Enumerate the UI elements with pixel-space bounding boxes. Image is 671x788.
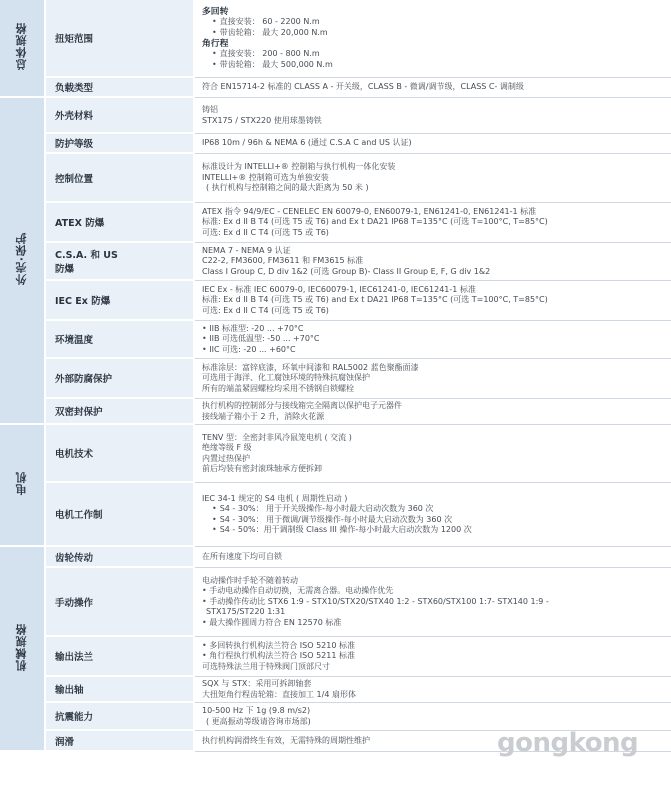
row-content	[195, 483, 671, 547]
bullet-item: • S4 - 30%： 用于开关级操作-每小时最大启动次数为 360 次	[202, 504, 667, 515]
content-line: 在所有速度下均可自锁	[202, 551, 282, 561]
spec-row	[0, 568, 671, 637]
row-content	[195, 203, 671, 243]
spec-row	[0, 134, 671, 154]
spec-row	[0, 154, 671, 203]
row-label: 扭矩范围	[46, 0, 195, 78]
content-line: ATEX 指令 94/9/EC - CENELEC EN 60079-0, EN60079-1, EN61241-0, EN61241-1 标准	[202, 206, 537, 216]
content-line: • 最大操作圆周力符合 EN 12570 标准	[202, 618, 342, 628]
content-line: C22-2, FM3600, FM3611 和 FM3615 标准	[202, 256, 364, 266]
row-content	[195, 399, 671, 425]
section-header	[0, 0, 46, 98]
spec-row	[0, 425, 671, 483]
row-content	[195, 243, 671, 281]
bullet-item: • 带齿轮箱： 最大 500,000 N.m	[202, 60, 667, 71]
row-content	[195, 321, 671, 359]
row-label: 抗震能力	[46, 703, 195, 731]
content-line: 可选: Ex d II C T4 (可选 T5 或 T6)	[202, 227, 329, 237]
section-header	[0, 425, 46, 547]
row-label: 电机技术	[46, 425, 195, 483]
row-content	[195, 359, 671, 399]
row-content	[195, 568, 671, 637]
row-content	[195, 637, 671, 677]
content-line: 符合 EN15714-2 标准的 CLASS A - 开关级，CLASS B - 微调/调节级，CLASS C- 调制级	[202, 82, 524, 92]
spec-row	[0, 203, 671, 243]
watermark: gongkong	[497, 728, 639, 758]
row-content	[195, 78, 671, 98]
row-label: 环境温度	[46, 321, 195, 359]
row-content	[195, 98, 671, 134]
row-label: 输出轴	[46, 677, 195, 703]
content-line: 标准: Ex d II B T4 (可选 T5 或 T6) and Ex t DA21 IP68 T=135°C (可选 T=100°C, T=85°C)	[202, 295, 548, 305]
row-content	[195, 547, 671, 568]
content-line: 执行机构的控制部分与接线箱完全隔离以保护电子元器件	[202, 401, 402, 410]
content-line: 标准: Ex d II B T4 (可选 T5 或 T6) and Ex t DA21 IP68 T=135°C (可选 T=100°C, T=85°C)	[202, 217, 548, 227]
content-line: SQX 与 STX：采用可拆卸轴套	[202, 679, 312, 689]
content-line: IP68 10m / 96h & NEMA 6 (通过 C.S.A C and US 认证)	[202, 138, 412, 148]
row-label: 润滑	[46, 731, 195, 752]
row-content	[195, 0, 671, 78]
content-line: • IIB 标准型: -20 ... +70°C	[202, 323, 304, 333]
row-content	[195, 281, 671, 321]
bullet-item: • S4 - 30%： 用于微调/调节级操作-每小时最大启动次数为 360 次	[202, 515, 667, 526]
row-content	[195, 677, 671, 703]
content-line: IEC 34-1 规定的 S4 电机 ( 周期性启动 )	[202, 493, 348, 503]
content-line: 电动操作时手轮不随着转动	[202, 575, 298, 585]
content-line: 大扭矩角行程齿轮箱：直接加工 1/4 扇形体	[202, 689, 356, 699]
content-line: ( 更高振动等级请咨询市场部)	[206, 716, 311, 726]
spec-row	[0, 78, 671, 98]
row-label: 外壳材料	[46, 98, 195, 134]
content-line: • IIB 可选低温型: -50 ... +70°C	[202, 334, 320, 344]
row-label: 手动操作	[46, 568, 195, 637]
row-label: 控制位置	[46, 154, 195, 203]
content-line: 所有的端盖紧固螺栓均采用不锈钢自锁螺栓	[202, 383, 354, 393]
spec-row	[0, 359, 671, 399]
content-line: 前后均装有密封滚珠轴承方便拆卸	[202, 464, 322, 474]
bullet-item: • 带齿轮箱： 最大 20,000 N.m	[202, 28, 667, 39]
content-line: • IIC 可选: -20 ... +60°C	[202, 344, 296, 354]
row-label: ATEX 防爆	[46, 203, 195, 243]
row-label: C.S.A. 和 US 防爆	[46, 243, 195, 281]
spec-row	[0, 483, 671, 547]
bullet-item: • S4 - 50%：用于调制级 Class III 操作-每小时最大启动次数为 1200 次	[202, 525, 667, 536]
row-label: 外部防腐保护	[46, 359, 195, 399]
row-label: 防护等级	[46, 134, 195, 154]
content-line: STX175/ST220 1:31	[206, 607, 286, 617]
row-label: 输出法兰	[46, 637, 195, 677]
section-header	[0, 547, 46, 752]
spec-row	[0, 281, 671, 321]
content-line: • 角行程执行机构法兰符合 ISO 5211 标准	[202, 651, 355, 661]
content-line: TENV 型：全密封非风冷鼠笼电机 ( 交流 )	[202, 432, 352, 442]
row-label: IEC Ex 防爆	[46, 281, 195, 321]
section-title: 外壳·保护	[15, 232, 28, 286]
content-line: 可选用于海洋、化工腐蚀环境的特殊抗腐蚀保护	[202, 373, 370, 383]
content-line: 绝缘等级 F 级	[202, 443, 252, 453]
content-line: 标准涂层：富锌底漆，环氧中间漆和 RAL5002 蓝色聚酯面漆	[202, 362, 419, 372]
section-title: 机械规格	[15, 622, 28, 671]
row-label: 双密封保护	[46, 399, 195, 425]
content-line: • 手动操作传动比 STX6 1:9 - STX10/STX20/STX40 1:2 - STX60/STX100 1:7- STX140 1:9 -	[202, 596, 549, 606]
section-title: 电机	[15, 471, 28, 496]
content-line: • 多回转执行机构法兰符合 ISO 5210 标准	[202, 640, 355, 650]
content-line: • 手动电动操作自动切换，无需离合器。电动操作优先	[202, 586, 394, 596]
spec-row	[0, 243, 671, 281]
section-title: 总体规格	[15, 22, 28, 70]
spec-row	[0, 399, 671, 425]
row-content	[195, 154, 671, 203]
spec-row	[0, 321, 671, 359]
content-line: 可选特殊法兰用于特殊阀门顶部尺寸	[202, 661, 330, 671]
row-content	[195, 134, 671, 154]
section-header	[0, 98, 46, 425]
row-content	[195, 425, 671, 483]
content-line: 可选: Ex d II C T4 (可选 T5 或 T6)	[202, 305, 329, 315]
row-label: 齿轮传动	[46, 547, 195, 568]
content-line: 铸铝	[202, 104, 218, 114]
content-line: 标准设计为 INTELLI+® 控制箱与执行机构一体化安装	[202, 162, 396, 172]
content-line: NEMA 7 - NEMA 9 认证	[202, 245, 291, 255]
spec-row	[0, 547, 671, 568]
content-line: 内置过热保护	[202, 453, 250, 463]
spec-row	[0, 98, 671, 134]
content-line: Class I Group C, D div 1&2 (可选 Group B)- Class II Group E, F, G div 1&2	[202, 266, 491, 276]
spec-row	[0, 637, 671, 677]
content-line: ( 执行机构与控制箱之间的最大距离为 50 米 )	[206, 183, 369, 193]
content-line: INTELLI+® 控制箱可选为单独安装	[202, 172, 329, 182]
content-heading: 多回转	[202, 6, 229, 17]
content-line: 执行机构润滑终生有效，无需特殊的周期性维护	[202, 736, 370, 746]
bullet-item: • 直接安装： 60 - 2200 N.m	[202, 17, 667, 28]
spec-row	[0, 0, 671, 78]
content-line: STX175 / STX220 使用球墨铸铁	[202, 115, 322, 125]
bullet-item: • 直接安装： 200 - 800 N.m	[202, 49, 667, 60]
spec-row	[0, 677, 671, 703]
row-label: 电机工作制	[46, 483, 195, 547]
content-line: 10-500 Hz 下 1g (9.8 m/s2)	[202, 706, 311, 716]
content-line: IEC Ex - 标准 IEC 60079-0, IEC60079-1, IEC61241-0, IEC61241-1 标准	[202, 284, 476, 294]
content-heading: 角行程	[202, 38, 229, 49]
row-label: 负载类型	[46, 78, 195, 98]
content-line: 接线端子箱小于 2 升，消除火花源	[202, 411, 325, 421]
